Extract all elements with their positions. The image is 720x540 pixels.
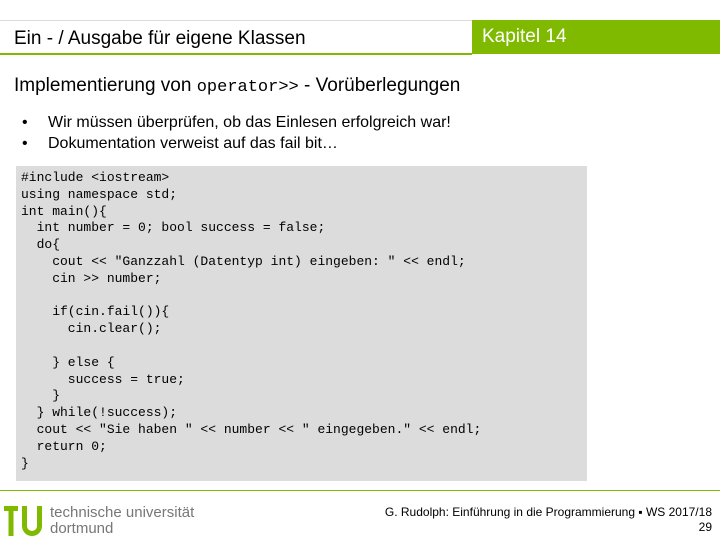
bullet-list [22, 112, 451, 154]
slide-title: Ein - / Ausgabe für eigene Klassen [14, 28, 306, 49]
slide-subtitle [14, 75, 460, 97]
bullet-item: • Wir müssen überprüfen, ob das Einlesen erfolgreich war! [22, 112, 451, 133]
subtitle-suffix: - Vorüberlegungen [298, 75, 461, 96]
footer-citation [385, 505, 712, 535]
chapter-badge [472, 20, 720, 54]
tu-logo-icon [4, 504, 44, 538]
subtitle-prefix: Implementierung von [14, 75, 197, 96]
citation-text: G. Rudolph: Einführung in die Programmierung ▪ WS 2017/18 [384, 505, 712, 519]
university-name-line1: technische universität [50, 504, 195, 521]
chapter-label: Kapitel 14 [482, 26, 567, 47]
bullet-item: • Dokumentation verweist auf das fail bit… [22, 133, 451, 154]
header-bar [0, 20, 472, 55]
university-name-line2: dortmund [50, 520, 114, 537]
university-name [50, 505, 194, 537]
page-number: 29 [698, 520, 712, 534]
code-listing: #include <iostream> using namespace std; int main(){ int number = 0; bool success = false; do{ cout << "Ganzzahl (Datentyp int) eingeben: " << endl; cin >> number; if(cin.fail()){ cin.clear(); } else { success = true; } } while(!success); cout << "Sie haben " << number << " eingegeben." << endl; return 0; } [21, 170, 482, 471]
subtitle-code: operator>> [196, 78, 299, 97]
code-block [16, 166, 587, 481]
footer-divider [0, 490, 720, 491]
